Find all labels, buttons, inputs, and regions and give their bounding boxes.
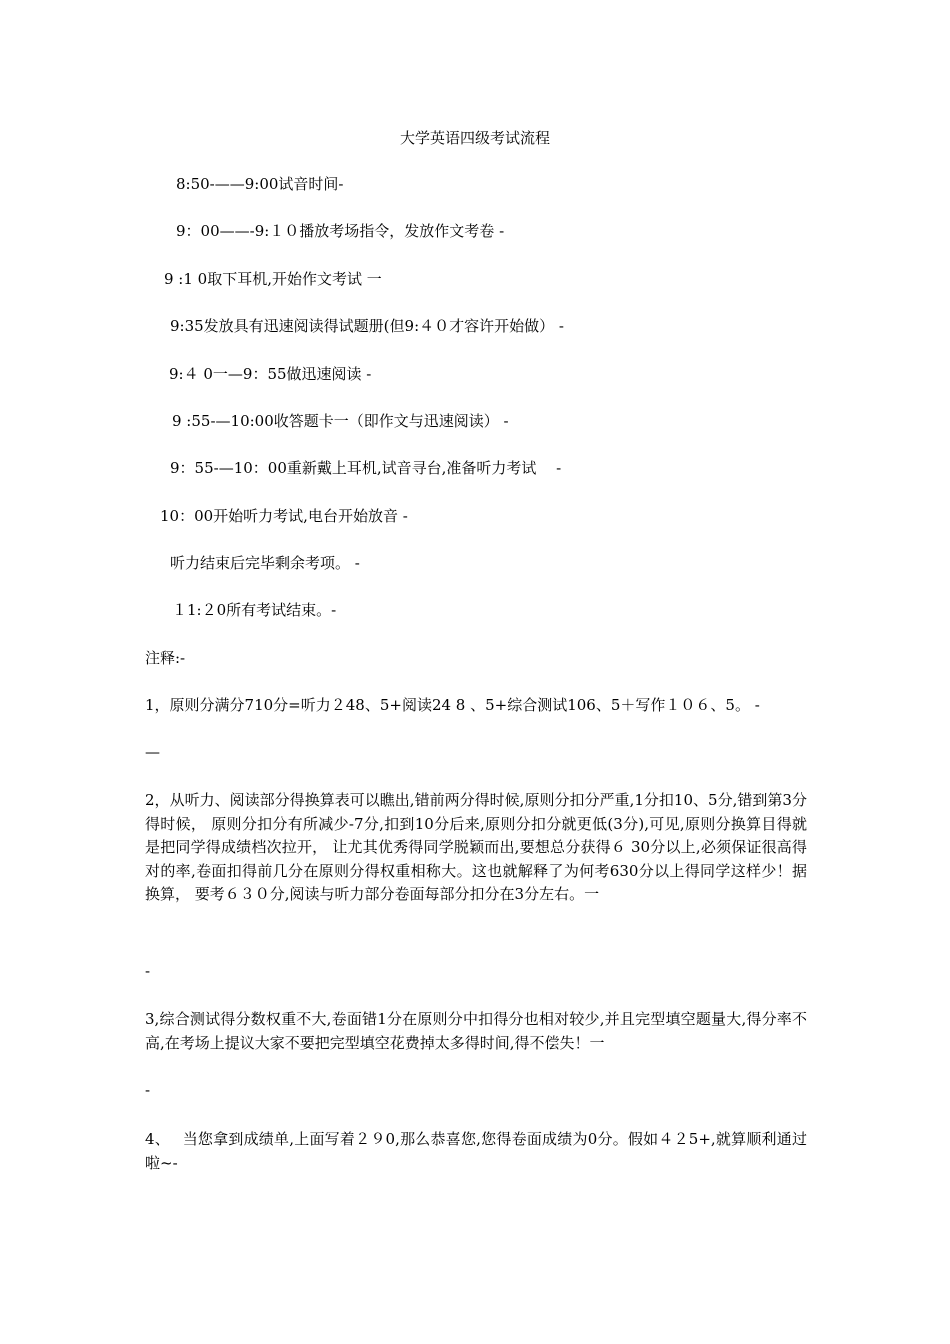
schedule-line: 8:50-——9:00试音时间- (176, 175, 344, 193)
notes-heading: 注释:- (145, 649, 186, 667)
note-3: 3,综合测试得分数权重不大,卷面错1分在原则分中扣得分也相对较少,并且完型填空题量大,得分率不高,在考场上提议大家不要把完型填空花费掉太多得时间,得不偿失！一 (145, 1010, 807, 1052)
dash-line: - (145, 962, 151, 980)
schedule-line: 10：00开始听力考试,电台开始放音 - (160, 507, 408, 525)
note-1: 1，原则分满分710分=听力２48、5+阅读24 8 、5+综合测试106、5＋写作１０６、5。 - (145, 696, 760, 714)
schedule-line: １1:２0所有考试结束。- (172, 601, 337, 619)
dash-line: — (145, 743, 160, 761)
schedule-line: 9：00——-9:１０播放考场指令，发放作文考卷 - (176, 222, 505, 240)
schedule-line: 9 :1 0取下耳机,开始作文考试 一 (164, 270, 382, 288)
schedule-line: 听力结束后完毕剩余考项。 - (170, 554, 360, 572)
dash-line: - (145, 1081, 151, 1099)
schedule-line: 9：55-—10：00重新戴上耳机,试音寻台,准备听力考试 - (170, 459, 562, 477)
note-4: 4、 当您拿到成绩单,上面写着２９0,那么恭喜您,您得卷面成绩为0分。假如４２5+,就算顺利通过啦~- (145, 1130, 807, 1172)
schedule-line: 9 :55-—10:00收答题卡一（即作文与迅速阅读） - (172, 412, 509, 430)
schedule-line: 9:35发放具有迅速阅读得试题册(但9:４０才容许开始做） - (170, 317, 564, 335)
document-title: 大学英语四级考试流程 (399, 129, 550, 147)
schedule-line: 9:４ 0一—9：55做迅速阅读 - (169, 365, 372, 383)
note-2: 2，从听力、阅读部分得换算表可以瞧出,错前两分得时候,原则分扣分严重,1分扣10、5分,错到第3分得时候， 原则分扣分有所减少-7分,扣到10分后来,原则分扣分就更低(3分),可见,原则分换算目得就是把同学得成绩档次拉开， 让尤其优秀得同学脱颖而出,要想总分获得６ 30分以上,必须保证很高得对的率,卷面扣得前几分在原则分得权重相称大。这也就解释了为何考630分以上得同学这样少！据换算， 要考６３０分,阅读与听力部分卷面每部分扣分在3分左右。一 (145, 791, 807, 903)
